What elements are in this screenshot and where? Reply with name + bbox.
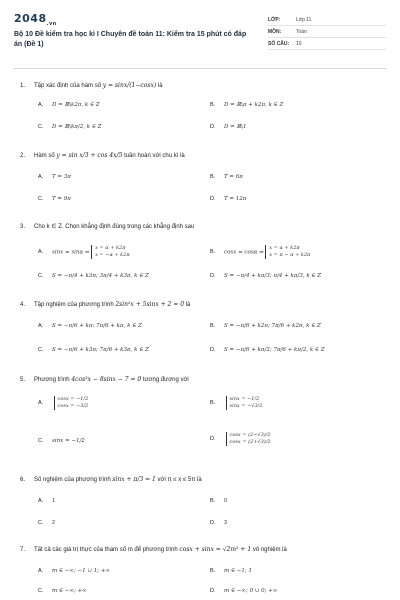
option-text: D = ℝ\1 — [224, 124, 247, 130]
meta-value: Toán — [296, 28, 307, 35]
option-letter: A. — [38, 323, 44, 329]
option-c[interactable] — [38, 438, 85, 444]
option-letter: C. — [38, 196, 44, 202]
meta-row-subject — [268, 26, 386, 38]
logo-suffix: .vn — [46, 21, 57, 28]
option-text: T = 9π — [52, 196, 71, 202]
question-3 — [20, 223, 386, 279]
option-letter: B. — [210, 249, 216, 256]
option-letter: D. — [210, 436, 216, 443]
option-text: sinx = sinα ⇔ — [52, 249, 90, 256]
option-text: T = 12π — [224, 196, 247, 202]
option-letter: C. — [38, 347, 44, 353]
option-b[interactable] — [210, 323, 321, 329]
option-c[interactable] — [38, 588, 87, 594]
option-c[interactable] — [38, 124, 101, 130]
option-letter: B. — [210, 323, 216, 329]
question-number: 4. — [20, 302, 26, 308]
question-5 — [20, 376, 386, 445]
meta-value: Lớp 11 — [296, 16, 312, 23]
document-header — [14, 12, 386, 62]
option-text: S = −π/6 + k3π; 7π/6 + k3π, k ∈ Z — [52, 347, 149, 353]
option-a[interactable] — [38, 568, 110, 574]
option-a[interactable] — [38, 174, 71, 180]
question-number: 7. — [20, 547, 26, 553]
option-text: 2 — [52, 520, 56, 526]
option-d[interactable] — [210, 520, 227, 526]
option-text: 3 — [224, 520, 228, 526]
option-letter: C. — [38, 124, 44, 130]
option-letter: B. — [210, 498, 216, 504]
question-text-tail: tương đương với — [142, 377, 189, 383]
option-letter: B. — [210, 174, 216, 180]
question-stem — [20, 223, 386, 230]
question-4 — [20, 301, 386, 353]
question-text-tail: là — [185, 302, 191, 308]
question-stem — [20, 546, 386, 553]
question-6 — [20, 476, 386, 526]
option-d[interactable] — [210, 124, 246, 130]
question-2 — [20, 152, 386, 202]
option-text: m ∈ −∞; +∞ — [52, 588, 87, 594]
system-line: sinx = −1/2 — [229, 396, 260, 402]
question-stem — [20, 301, 386, 308]
system-line: x = α + k2π — [269, 245, 300, 251]
option-text: m ∈ −1; 1 — [224, 568, 252, 574]
meta-value: 10 — [296, 40, 302, 47]
meta-label: LỚP: — [268, 16, 281, 23]
system-line: cosx = (2−√3)/2 — [229, 432, 271, 438]
option-letter: C. — [38, 588, 44, 594]
question-text-tail: là — [157, 83, 163, 89]
option-text: m ∈ −∞; −1 ∪ 1; +∞ — [52, 568, 111, 574]
option-d[interactable] — [210, 273, 321, 279]
option-b[interactable] — [210, 174, 243, 180]
system-line: x = π − α + k2π — [269, 252, 311, 258]
option-a[interactable] — [38, 498, 55, 504]
question-math: y = sin x/3 + cos 4x/5 — [56, 152, 123, 159]
option-letter: C. — [38, 520, 44, 526]
option-letter: D. — [210, 588, 216, 594]
question-math: cosx + sinx = √2m² + 1 — [179, 546, 252, 553]
meta-label: SỐ CÂU: — [268, 40, 290, 47]
question-number: 6. — [20, 477, 26, 483]
logo-text: 2048 — [14, 12, 47, 25]
option-text: S = −π/4 + kπ/3; π/4 + kπ/3, k ∈ Z — [224, 273, 322, 279]
question-stem — [20, 82, 386, 89]
question-text: Hàm số — [34, 153, 55, 159]
question-number: 2. — [20, 153, 26, 159]
question-text: Tập nghiệm của phương trình — [34, 302, 114, 308]
option-d[interactable] — [210, 588, 277, 594]
option-letter: D. — [210, 196, 216, 202]
option-b[interactable] — [210, 498, 227, 504]
question-number: 5. — [20, 377, 26, 383]
option-b[interactable] — [210, 396, 263, 410]
document-meta — [268, 14, 386, 50]
system-line: cosx = (2+√3)/2 — [229, 439, 271, 445]
option-text: D = ℝ\π + k2π, k ∈ Z — [224, 102, 284, 108]
question-text: Tất cả các giá trị thực của tham số m để phương trình — [34, 547, 178, 553]
option-text: D = ℝ\kπ/2, k ∈ Z — [52, 124, 102, 130]
question-math: sinx + π/3 = 1 — [112, 476, 156, 483]
option-letter: A. — [38, 249, 44, 256]
system-line: x = −α + k2π — [95, 252, 130, 258]
equation-system — [265, 245, 310, 259]
question-text: Số nghiệm của phương trình — [34, 477, 111, 483]
option-letter: A. — [38, 174, 44, 180]
equation-system — [54, 396, 89, 410]
option-text: S = −π/6 + kπ; 7π/6 + kπ, k ∈ Z — [52, 323, 142, 329]
question-stem — [20, 376, 386, 383]
option-text: S = −π/6 + k2π; 7π/6 + k2π, k ∈ Z — [224, 323, 321, 329]
question-text: Phương trình — [34, 377, 70, 383]
option-text: T = 6π — [224, 174, 243, 180]
question-text-tail: tuần hoàn với chu kì là — [124, 153, 185, 159]
option-c[interactable] — [38, 273, 149, 279]
option-letter: D. — [210, 273, 216, 279]
option-c[interactable] — [38, 196, 71, 202]
option-letter: D. — [210, 520, 216, 526]
question-1 — [20, 82, 386, 130]
option-text: D = ℝ\k2π, k ∈ Z — [52, 102, 100, 108]
question-text-tail: với π ≤ x ≤ 5π là — [157, 477, 202, 483]
equation-system — [91, 245, 130, 259]
option-c[interactable] — [38, 520, 55, 526]
equation-system — [226, 432, 271, 446]
option-text: S = −π/6 + kπ/2; 7π/6 + kπ/2, k ∈ Z — [224, 347, 325, 353]
question-math: 4cos³x − 8sinx − 7 = 0 — [71, 376, 142, 383]
document-title: Bộ 10 Đề kiểm tra học kì I Chuyên đề toán 11: Kiểm tra 15 phút có đáp án (Đề 1) — [14, 31, 247, 48]
question-math: y = sinx/(1−cosx) — [102, 82, 157, 89]
option-b[interactable] — [210, 102, 283, 108]
meta-row-class — [268, 14, 386, 26]
option-b[interactable] — [210, 245, 310, 259]
option-letter: B. — [210, 400, 216, 407]
option-letter: A. — [38, 568, 44, 574]
system-line: cosx = −3/2 — [57, 403, 89, 409]
option-text: T = 3π — [52, 174, 71, 180]
option-a[interactable] — [38, 102, 100, 108]
option-letter: B. — [210, 568, 216, 574]
option-d[interactable] — [210, 196, 246, 202]
option-a[interactable] — [38, 323, 142, 329]
option-a[interactable] — [38, 396, 88, 410]
question-stem — [20, 476, 386, 483]
option-b[interactable] — [210, 568, 252, 574]
header-divider — [14, 68, 386, 69]
system-line: sinx = −√3/2 — [229, 403, 263, 409]
question-number: 3. — [20, 224, 26, 230]
option-letter: C. — [38, 273, 44, 279]
option-d[interactable] — [210, 347, 325, 353]
option-text: 1 — [52, 498, 56, 504]
option-text: 0 — [224, 498, 228, 504]
question-text: Cho k ∈ Z. Chọn khẳng định đúng trong các khẳng định sau — [34, 224, 195, 230]
option-letter: A. — [38, 102, 44, 108]
question-text-tail: vô nghiệm là — [252, 547, 287, 553]
option-text: cosx = cosα ⇔ — [224, 249, 264, 256]
option-text: m ∈ −∞; 0 ∪ 0; +∞ — [224, 588, 278, 594]
question-number: 1. — [20, 83, 26, 89]
question-text: Tập xác định của hàm số — [34, 83, 102, 89]
option-letter: D. — [210, 124, 216, 130]
option-d[interactable] — [210, 432, 271, 446]
option-c[interactable] — [38, 347, 149, 353]
option-text: S = −π/4 + k3π; 3π/4 + k3π, k ∈ Z — [52, 273, 149, 279]
system-line: cosx = −1/2 — [57, 396, 89, 402]
question-stem — [20, 152, 386, 159]
question-7 — [20, 546, 386, 594]
option-letter: B. — [210, 102, 216, 108]
option-letter: C. — [38, 438, 44, 444]
meta-row-count — [268, 38, 386, 50]
meta-label: MÔN: — [268, 28, 282, 35]
option-letter: A. — [38, 400, 44, 407]
option-a[interactable] — [38, 245, 130, 259]
site-logo[interactable] — [14, 12, 57, 27]
system-line: x = α + k2π — [95, 245, 126, 251]
option-letter: A. — [38, 498, 44, 504]
question-math: 2sin²x + 5sinx + 2 = 0 — [115, 301, 185, 308]
option-text: sinx = −1/2 — [52, 438, 85, 444]
equation-system — [226, 396, 263, 410]
option-letter: D. — [210, 347, 216, 353]
